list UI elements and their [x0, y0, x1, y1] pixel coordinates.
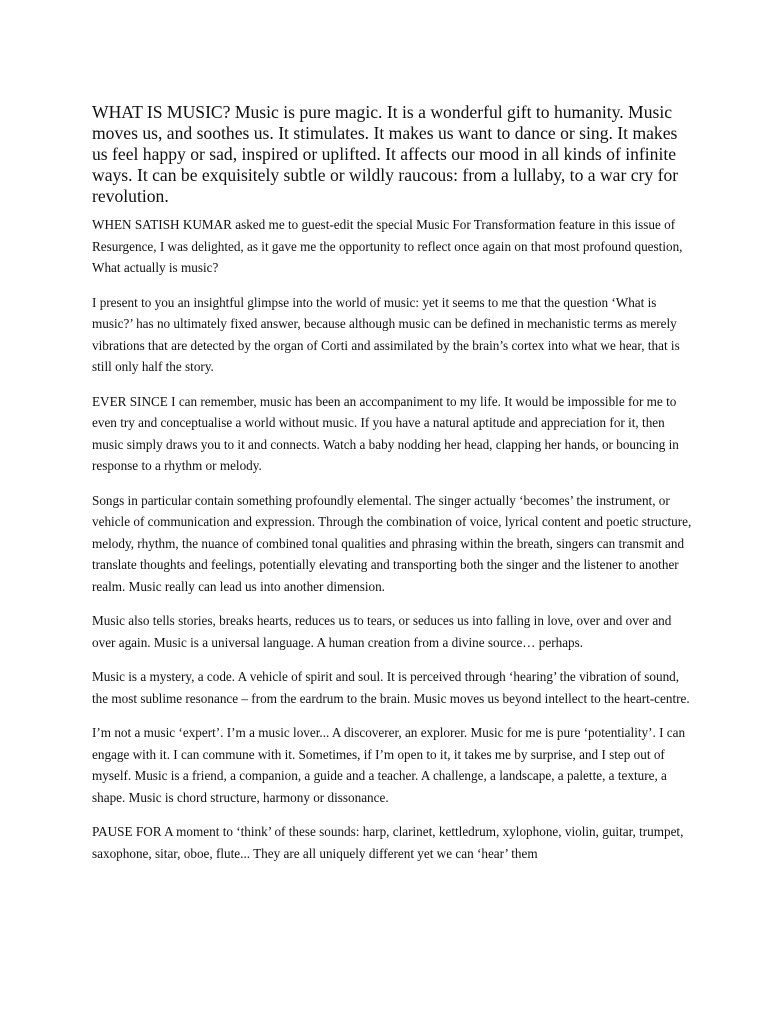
body-paragraph-5: Music also tells stories, breaks hearts, reduces us to tears, or seduces us into falling in love, over and over and over again. Music is a universal language. A human creation from a divine source… perhaps. — [92, 613, 672, 650]
body-paragraph-2: I present to you an insightful glimpse into the world of music: yet it seems to me that the question ‘What is music?’ has no ultimately fixed answer, because although music can be defined in mechanistic terms as merely vibrations that are detected by the organ of Corti and assimilated by the brain’s cortex into what we hear, that is still only half the story. — [92, 294, 680, 374]
document-page — [92, 102, 692, 877]
body-paragraph-6: Music is a mystery, a code. A vehicle of spirit and soul. It is perceived through ‘hearing’ the vibration of sound, the most sublime resonance – from the eardrum to the brain. Music moves us beyond intellect to the heart-centre. — [92, 669, 690, 706]
body-paragraph-8: PAUSE FOR A moment to ‘think’ of these sounds: harp, clarinet, kettledrum, xylophone, violin, guitar, trumpet, saxophone, sitar, oboe, flute... They are all uniquely different yet we can ‘hear’ them — [92, 824, 684, 861]
body-paragraph-3: EVER SINCE I can remember, music has been an accompaniment to my life. It would be impossible for me to even try and conceptualise a world without music. If you have a natural aptitude and appreciation for it, then music simply draws you to it and connects. Watch a baby nodding her head, clapping her hands, or bouncing in response to a rhythm or melody. — [92, 393, 679, 473]
body-paragraph-4: Songs in particular contain something profoundly elemental. The singer actually ‘becomes’ the instrument, or vehicle of communication and expression. Through the combination of voice, lyrical content and poetic structure, melody, rhythm, the nuance of combined tonal qualities and phrasing within the breath, singers can transmit and translate thoughts and feelings, potentially elevating and transporting both the singer and the listener to another realm. Music really can lead us into another dimension. — [92, 492, 692, 594]
body-paragraph-7: I’m not a music ‘expert’. I’m a music lover... A discoverer, an explorer. Music for me is pure ‘potentiality’. I can engage with it. I can commune with it. Sometimes, if I’m open to it, it takes me by surprise, and I step out of myself. Music is a friend, a companion, a guide and a teacher. A challenge, a landscape, a palette, a texture, a shape. Music is chord structure, harmony or dissonance. — [92, 725, 686, 805]
body-paragraph-1: WHEN SATISH KUMAR asked me to guest-edit the special Music For Transformation feature in this issue of Resurgence, I was delighted, as it gave me the opportunity to reflect once again on that most profound question, What actually is music? — [92, 217, 683, 275]
lead-paragraph: WHAT IS MUSIC? Music is pure magic. It is a wonderful gift to humanity. Music moves us, and soothes us. It stimulates. It makes us want to dance or sing. It makes us feel happy or sad, inspired or uplifted. It affects our mood in all kinds of infinite ways. It can be exquisitely subtle or wildly raucous: from a lullaby, to a war cry for revolution. — [92, 102, 679, 206]
